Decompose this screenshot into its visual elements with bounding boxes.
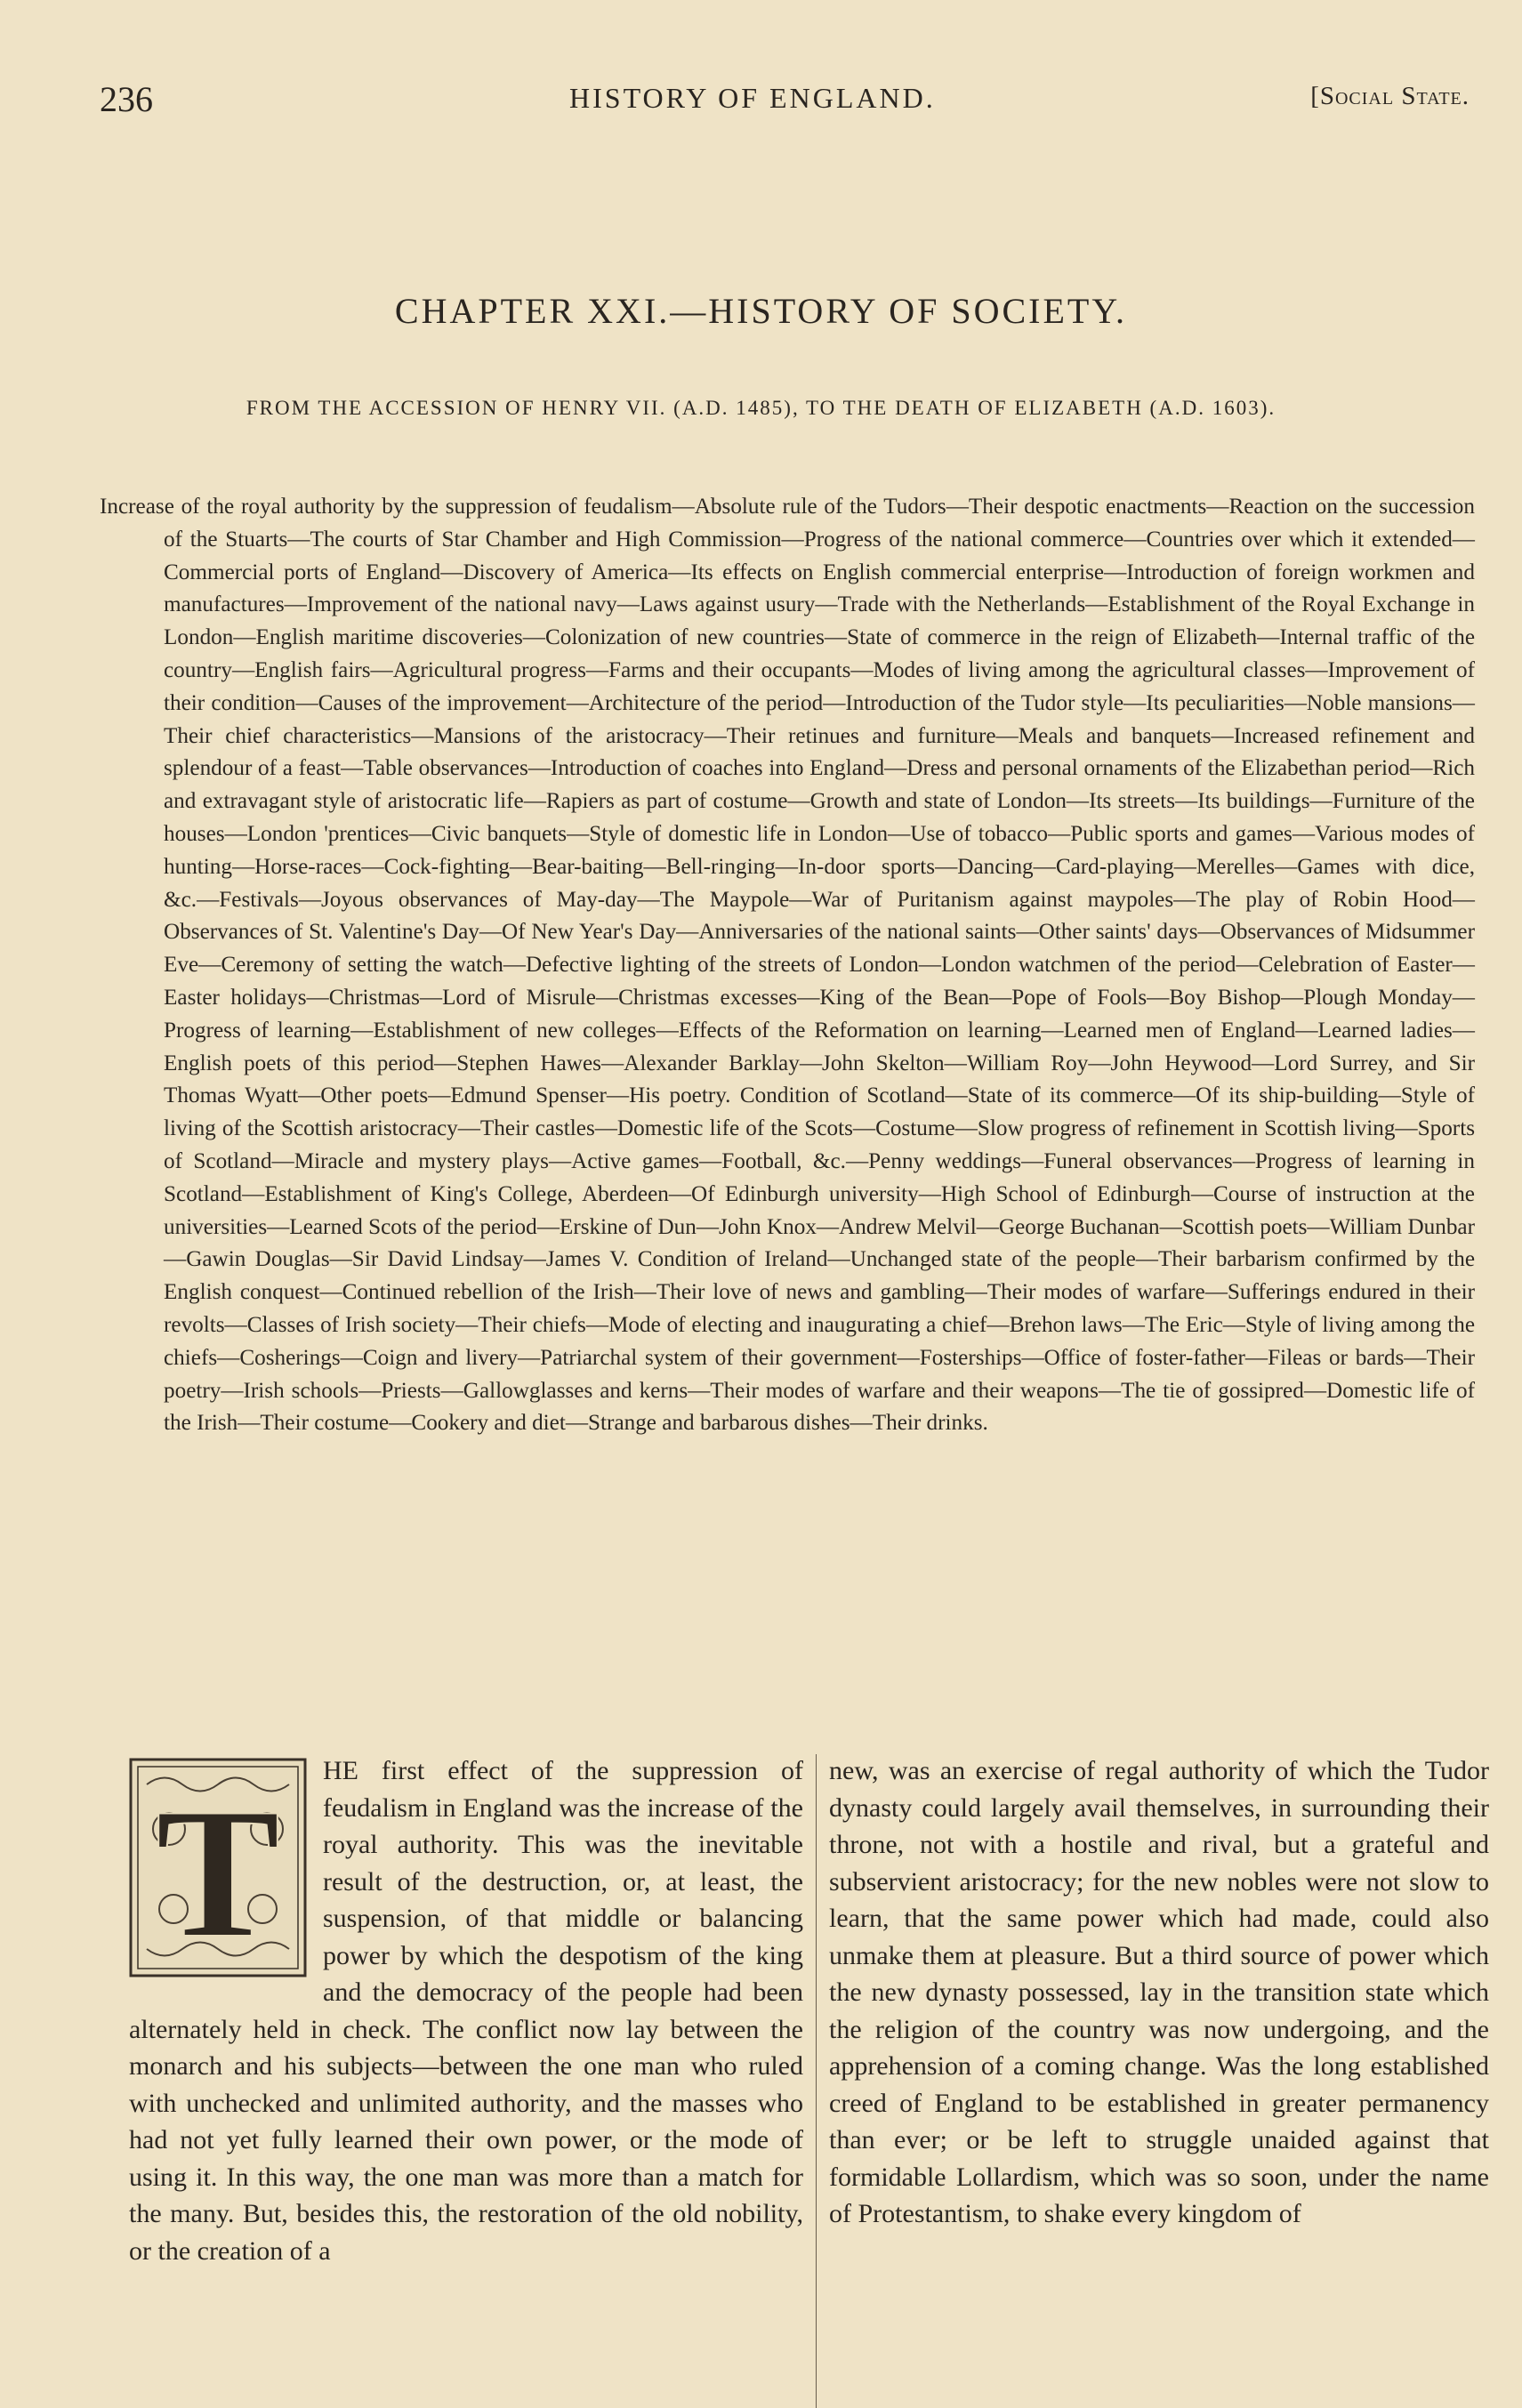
drop-cap-letter: T bbox=[155, 1770, 281, 1977]
running-title: HISTORY OF ENGLAND. bbox=[569, 82, 936, 114]
body-paragraph-right: new, was an exercise of regal authority of which the Tudor dynasty could largely avail themselves, in surrounding their throne, not with a hostile and rival, but a grateful and subservient aristocracy; for the new nobles were not slow to learn, that the same power which had made, could also unmake them at pleasure. But a third source of power which the new dynasty possessed, lay in the transition state which the religion of the country was now undergoing, and the apprehension of a coming change. Was the long established creed of England to be established in greater permanency than ever; or be left to struggle unaided against that formidable Lollardism, which was so soon, under the name of Protestantism, to shake every kingdom of bbox=[829, 1756, 1489, 2228]
section-tag: [Social State. bbox=[1310, 82, 1470, 110]
body-column-left bbox=[129, 1752, 803, 2269]
ornamental-initial-icon bbox=[129, 1758, 307, 1977]
body-column-right bbox=[829, 1752, 1489, 2233]
column-divider bbox=[816, 1754, 817, 2408]
running-head bbox=[100, 78, 1470, 123]
chapter-synopsis: Increase of the royal authority by the suppression of feudalism—Absolute rule of the Tudors—Their despotic enactments—Reaction on the succession of the Stuarts—The courts of Star Chamber and High Commission—Progress of the national commerce—Countries over which it extended—Commercial ports of England—Discovery of America—Its effects on English commercial enterprise—Introduction of foreign workmen and manufactures—Improvement of the national navy—Laws against usury—Trade with the Netherlands—Establishment of the Royal Exchange in London—English maritime discoveries—Colonization of new countries—State of commerce in the reign of Elizabeth—Internal traffic of the country—English fairs—Agricultural progress—Farms and their occupants—Modes of living among the agricultural classes—Improvement of their condition—Causes of the improvement—Architecture of the period—Introduction of the Tudor style—Its peculiarities—Noble mansions—Their chief characteristics—Mansions of the aristocracy—Their retinues and furniture—Meals and banquets—Increased refinement and splendour of a feast—Table observances—Introduction of coaches into England—Dress and personal ornaments of the Elizabethan period—Rich and extravagant style of aristocratic life—Rapiers as part of costume—Growth and state of London—Its streets—Its buildings—Furniture of the houses—London 'prentices—Civic banquets—Style of domestic life in London—Use of tobacco—Public sports and games—Various modes of hunting—Horse-races—Cock-fighting—Bear-baiting—Bell-ringing—In-door sports—Dancing—Card-playing—Merelles—Games with dice, &c.—Festivals—Joyous observances of May-day—The Maypole—War of Puritanism against maypoles—The play of Robin Hood—Observances of St. Valentine's Day—Of New Year's Day—Anniversaries of the national saints—Other saints' days—Observances of Midsummer Eve—Ceremony of setting the watch—Defective lighting of the streets of London—London watchmen of the period—Celebration of Easter—Easter holidays—Christmas—Lord of Misrule—Christmas excesses—King of the Bean—Pope of Fools—Boy Bishop—Plough Monday—Progress of learning—Establishment of new colleges—Effects of the Reformation on learning—Learned men of England—Learned ladies—English poets of this period—Stephen Hawes—Alexander Barklay—John Skelton—William Roy—John Heywood—Lord Surrey, and Sir Thomas Wyatt—Other poets—Edmund Spenser—His poetry. Condition of Scotland—State of its commerce—Of its ship-building—Style of living of the Scottish aristocracy—Their castles—Domestic life of the Scots—Costume—Slow progress of refinement in Scottish living—Sports of Scotland—Miracle and mystery plays—Active games—Football, &c.—Penny weddings—Funeral observances—Progress of learning in Scotland—Establishment of King's College, Aberdeen—Of Edinburgh university—High School of Edinburgh—Course of instruction at the universities—Learned Scots of the period—Erskine of Dun—John Knox—Andrew Melvil—George Buchanan—Scottish poets—William Dunbar—Gawin Douglas—Sir David Lindsay—James V. Condition of Ireland—Unchanged state of the people—Their barbarism confirmed by the English conquest—Continued rebellion of the Irish—Their love of news and gambling—Their modes of warfare—Sufferings endured in their revolts—Classes of Irish society—Their chiefs—Mode of electing and inaugurating a chief—Brehon laws—The Eric—Style of living among the chiefs—Cosherings—Coign and livery—Patriarchal system of their government—Fosterships—Office of foster-father—Fileas or bards—Their poetry—Irish schools—Priests—Gallowglasses and kerns—Their modes of warfare and their weapons—The tie of gossipred—Domestic life of the Irish—Their costume—Cookery and diet—Strange and barbarous dishes—Their drinks. bbox=[100, 495, 1475, 1436]
chapter-title: CHAPTER XXI.—HISTORY OF SOCIETY. bbox=[394, 291, 1128, 331]
chapter-subtitle: FROM THE ACCESSION OF HENRY VII. (A.D. 1485), TO THE DEATH OF ELIZABETH (A.D. 1603). bbox=[246, 397, 1276, 419]
body-paragraph-left: HE first effect of the suppression of feudalism in England was the increase of the royal authority. This was the inevitable result of the destruction, or, at least, the suspension, of that middle or balancing power by which the despotism of the king and the democracy of the people had been alternately held in check. The conflict now lay between the monarch and his subjects—between the one man who ruled with unchecked and unlimited authority, and the masses who had not yet fully learned their own power, or the mode of using it. In this way, the one man was more than a match for the many. But, besides this, the restoration of the old nobility, or the creation of a bbox=[129, 1756, 803, 2266]
page-number: 236 bbox=[100, 79, 153, 119]
